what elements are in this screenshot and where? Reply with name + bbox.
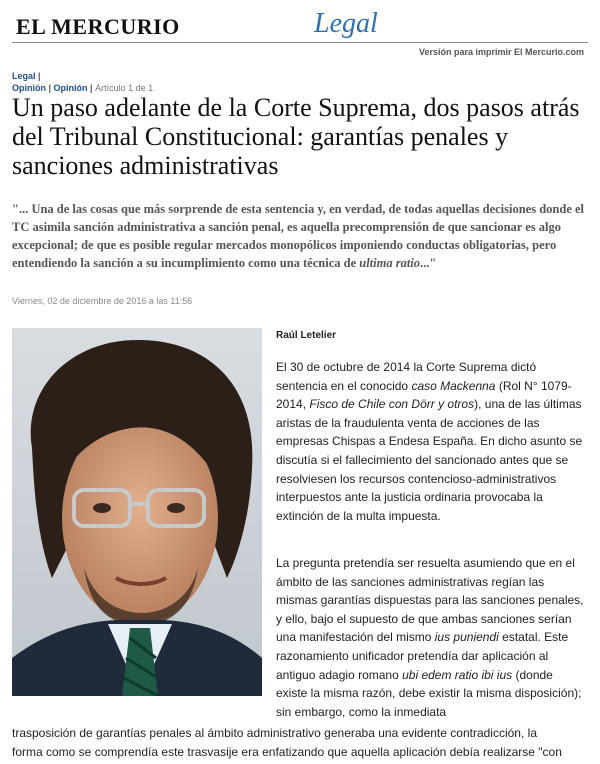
p3-line-1: trasposición de garantías penales al ámbito administrativo generaba una evidente contradicción, la [12, 726, 537, 740]
p1-text-b: (Rol N° 1079-2014, [276, 378, 572, 412]
print-version-note: Versión para imprimir El Mercurio.com [418, 47, 584, 57]
breadcrumb [12, 70, 153, 94]
header-divider [12, 42, 588, 43]
breadcrumb-legal[interactable]: Legal [12, 71, 36, 81]
p2-text-b: estatal. Este razonamiento unificador pretendía dar aplicación al antiguo adagio romano [276, 630, 569, 682]
author-photo [12, 328, 262, 696]
breadcrumb-opinion-2[interactable]: Opinión [53, 83, 88, 93]
p1-italic-case: caso Mackenna [411, 378, 496, 393]
p2-text-c: (donde existe la misma razón, debe existir la misma disposición); sin embargo, como la inmediata [276, 667, 582, 719]
section-title[interactable]: Legal [314, 8, 378, 39]
body-paragraph-2-continued [12, 724, 592, 761]
breadcrumb-opinion-1[interactable]: Opinión [12, 83, 46, 93]
lead-end: ..." [420, 256, 437, 270]
p1-text-c: ), una de las últimas aristas de la fraudulenta venta de acciones de las empresas Chispas a Endesa España. En dicho asunto se discutía si el fallecimiento del sancionado antes que se resolviesen los recursos contencioso-administrativos interpuestos ante la justicia ordinaria provocaba la extinción de la multa impuesta. [276, 397, 583, 523]
breadcrumb-separator: | [35, 71, 41, 81]
p2-text-a: La pregunta pretendía ser resuelta asumiendo que en el ámbito de las sanciones administrativas regían las mismas garantías dispuestas para las sanciones penales, y ello, bajo el supuesto de que ambas sanciones serían una manifestación del mismo [276, 556, 584, 645]
article-lead [12, 200, 588, 272]
breadcrumb-separator: | [46, 83, 54, 93]
breadcrumb-separator: | [87, 83, 96, 93]
lead-text: "... Una de las cosas que más sorprende de esta sentencia y, en verdad, de todas aquellas decisiones donde el TC asimila sanción administrativa a sanción penal, es aquella precomprensión de que sancionar es algo excepcional; de que es posible regular mercados monopólicos imponiendo conductas obligatorias, pero entendiendo la sanción a su incumplimiento como una técnica de [12, 202, 585, 270]
p1-italic-parties: Fisco de Chile con Dörr y otros [309, 397, 475, 412]
author-name: Raúl Letelier [276, 330, 337, 341]
article-dateline: Viernes, 02 de diciembre de 2016 a las 11:56 [12, 296, 193, 306]
author-photo-illustration [12, 328, 262, 696]
p2-italic-adage: ubi edem ratio ibi ius [402, 667, 513, 682]
masthead [12, 8, 588, 42]
article-count: Artículo 1 de 1 [95, 83, 154, 93]
p2-italic-ius: ius puniendi [434, 630, 499, 645]
body-paragraph-1 [276, 358, 586, 525]
article-headline: Un paso adelante de la Corte Suprema, dos pasos atrás del Tribunal Constitucional: garantías penales y sanciones administrativas [12, 93, 580, 180]
lead-italic: ultima ratio [359, 256, 421, 270]
p3-line-2: forma como se comprendía este trasvasije era enfatizando que aquella aplicación debía realizarse "con [12, 744, 562, 759]
site-logo[interactable]: EL MERCURIO [16, 14, 180, 39]
body-paragraph-2 [276, 554, 586, 721]
p1-text-a: El 30 de octubre de 2014 la Corte Suprema dictó sentencia en el conocido [276, 360, 537, 393]
